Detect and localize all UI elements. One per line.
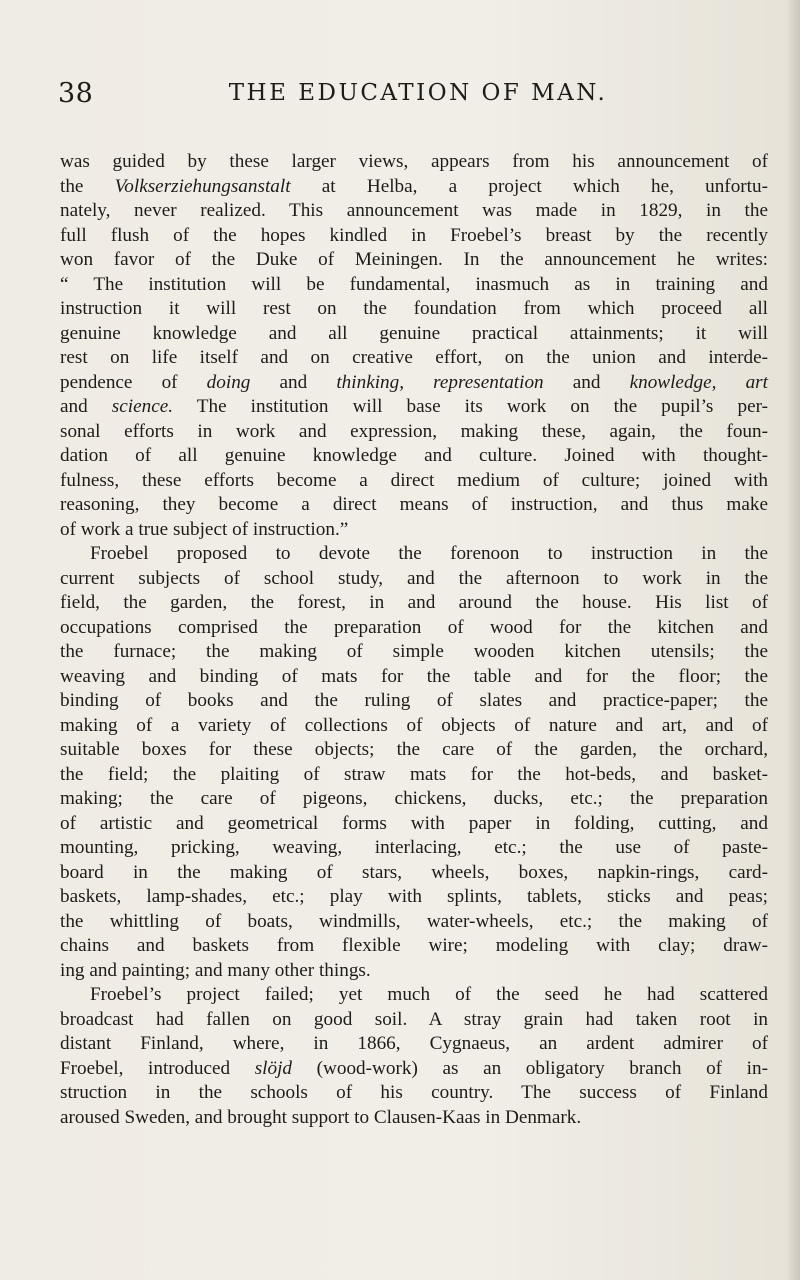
text-line	[60, 910, 768, 935]
text-run: field, the garden, the forest, in and around the house. His list of	[60, 592, 768, 613]
text-run: and	[60, 396, 112, 417]
text-line	[60, 885, 768, 910]
text-line	[60, 175, 768, 200]
italic-text: science.	[111, 396, 174, 417]
text-line	[60, 542, 768, 567]
text-run: Froebel proposed to devote the forenoon to instruction in the	[90, 543, 768, 564]
text-run: of artistic and geometrical forms with paper in folding, cutting, and	[60, 812, 768, 834]
italic-text: doing	[206, 371, 251, 393]
text-run: board in the making of stars, wheels, boxes, napkin-rings, card-	[60, 861, 768, 883]
text-line	[60, 273, 768, 298]
text-line	[60, 1057, 768, 1082]
text-run: chains and baskets from flexible wire; modeling with clay; draw-	[60, 935, 768, 956]
text-line	[60, 812, 768, 837]
text-run: dation of all genuine knowledge and culture. Joined with thought-	[60, 445, 768, 466]
text-line	[60, 420, 768, 445]
italic-text: thinking, representation	[336, 371, 544, 393]
text-line	[60, 1081, 768, 1106]
text-run: sonal efforts in work and expression, making these, again, the foun-	[60, 420, 768, 442]
text-line	[60, 959, 768, 984]
text-line	[60, 444, 768, 469]
text-run: nately, never realized. This announcement was made in 1829, in the	[60, 200, 768, 221]
text-line	[60, 714, 768, 739]
text-run: current subjects of school study, and the afternoon to work in the	[60, 567, 768, 589]
text-line	[60, 763, 768, 788]
paragraph	[60, 542, 768, 983]
text-line	[60, 371, 768, 396]
text-run: The institution will base its work on the pupil’s per-	[173, 396, 768, 417]
text-run: at Helba, a project which he, unfortu-	[290, 175, 768, 197]
text-run: suitable boxes for these objects; the care of the garden, the orchard,	[60, 739, 768, 760]
text-line	[60, 1032, 768, 1057]
text-run: making; the care of pigeons, chickens, ducks, etc.; the preparation	[60, 788, 768, 809]
text-run: Froebel, introduced	[60, 1057, 255, 1079]
text-run: the whittling of boats, windmills, water-wheels, etc.; the making of	[60, 910, 768, 932]
text-line	[60, 640, 768, 665]
body-text	[60, 150, 768, 1130]
paragraph	[60, 150, 768, 542]
italic-text: slöjd	[254, 1057, 293, 1079]
text-line	[60, 493, 768, 518]
text-run: baskets, lamp-shades, etc.; play with splints, tablets, sticks and peas;	[60, 886, 768, 907]
text-line	[60, 665, 768, 690]
text-line	[60, 199, 768, 224]
text-run: won favor of the Duke of Meiningen. In the announcement he writes:	[60, 249, 768, 270]
text-run: genuine knowledge and all genuine practical attainments; it will	[60, 322, 768, 344]
text-run: mounting, pricking, weaving, interlacing, etc.; the use of paste-	[60, 837, 768, 858]
text-run: instruction it will rest on the foundation from which proceed all	[60, 298, 768, 319]
text-line	[60, 738, 768, 763]
text-run: fulness, these efforts become a direct medium of culture; joined with	[60, 469, 768, 491]
text-run: weaving and binding of mats for the table and for the floor; the	[60, 665, 768, 687]
text-run: the field; the plaiting of straw mats for the hot-beds, and basket-	[60, 763, 768, 785]
text-line	[60, 346, 768, 371]
text-line	[60, 150, 768, 175]
text-line	[60, 983, 768, 1008]
page-number: 38	[58, 78, 94, 109]
text-run: making of a variety of collections of objects of nature and art, and of	[60, 714, 768, 736]
text-line	[60, 861, 768, 886]
text-line	[60, 591, 768, 616]
text-run: occupations comprised the preparation of wood for the kitchen and	[60, 616, 768, 638]
text-run: aroused Sweden, and brought support to Clausen-Kaas in Denmark.	[60, 1106, 582, 1128]
text-line	[60, 934, 768, 959]
text-line	[60, 322, 768, 347]
text-run: ing and painting; and many other things.	[60, 959, 371, 981]
text-run: full flush of the hopes kindled in Froebel’s breast by the recently	[60, 224, 768, 246]
text-run: broadcast had fallen on good soil. A stray grain had taken root in	[60, 1008, 768, 1030]
text-line	[60, 224, 768, 249]
text-line	[60, 297, 768, 322]
text-run: the furnace; the making of simple wooden kitchen utensils; the	[60, 641, 768, 662]
text-line	[60, 469, 768, 494]
text-run: and	[543, 371, 630, 393]
text-run: distant Finland, where, in 1866, Cygnaeus, an ardent admirer of	[60, 1033, 768, 1054]
text-run: (wood-work) as an obligatory branch of in-	[292, 1057, 768, 1079]
text-line	[60, 836, 768, 861]
text-line	[60, 567, 768, 592]
text-line	[60, 1106, 768, 1131]
text-run: struction in the schools of his country. The success of Finland	[60, 1082, 768, 1103]
text-run: was guided by these larger views, appears from his announcement of	[60, 151, 768, 172]
text-line	[60, 395, 768, 420]
text-run: pendence of	[60, 371, 207, 393]
text-run: the	[60, 175, 115, 197]
running-title: THE EDUCATION OF MAN.	[228, 80, 608, 106]
text-run: “ The institution will be fundamental, inasmuch as in training and	[60, 273, 768, 295]
paragraph	[60, 983, 768, 1130]
text-line	[60, 787, 768, 812]
page-edge-shadow	[786, 0, 800, 1280]
italic-text: Volkserziehungsanstalt	[114, 175, 291, 197]
italic-text: knowledge, art	[629, 371, 768, 393]
text-run: binding of books and the ruling of slates and practice-paper; the	[60, 690, 768, 711]
text-run: and	[250, 371, 337, 393]
page-header	[58, 78, 748, 118]
text-line	[60, 689, 768, 714]
text-run: of work a true subject of instruction.”	[60, 518, 349, 540]
text-line	[60, 518, 768, 543]
text-line	[60, 248, 768, 273]
text-line	[60, 1008, 768, 1033]
text-line	[60, 616, 768, 641]
text-run: reasoning, they become a direct means of instruction, and thus make	[60, 494, 768, 515]
text-run: Froebel’s project failed; yet much of the seed he had scattered	[90, 984, 768, 1005]
text-run: rest on life itself and on creative effort, on the union and interde-	[60, 347, 768, 368]
